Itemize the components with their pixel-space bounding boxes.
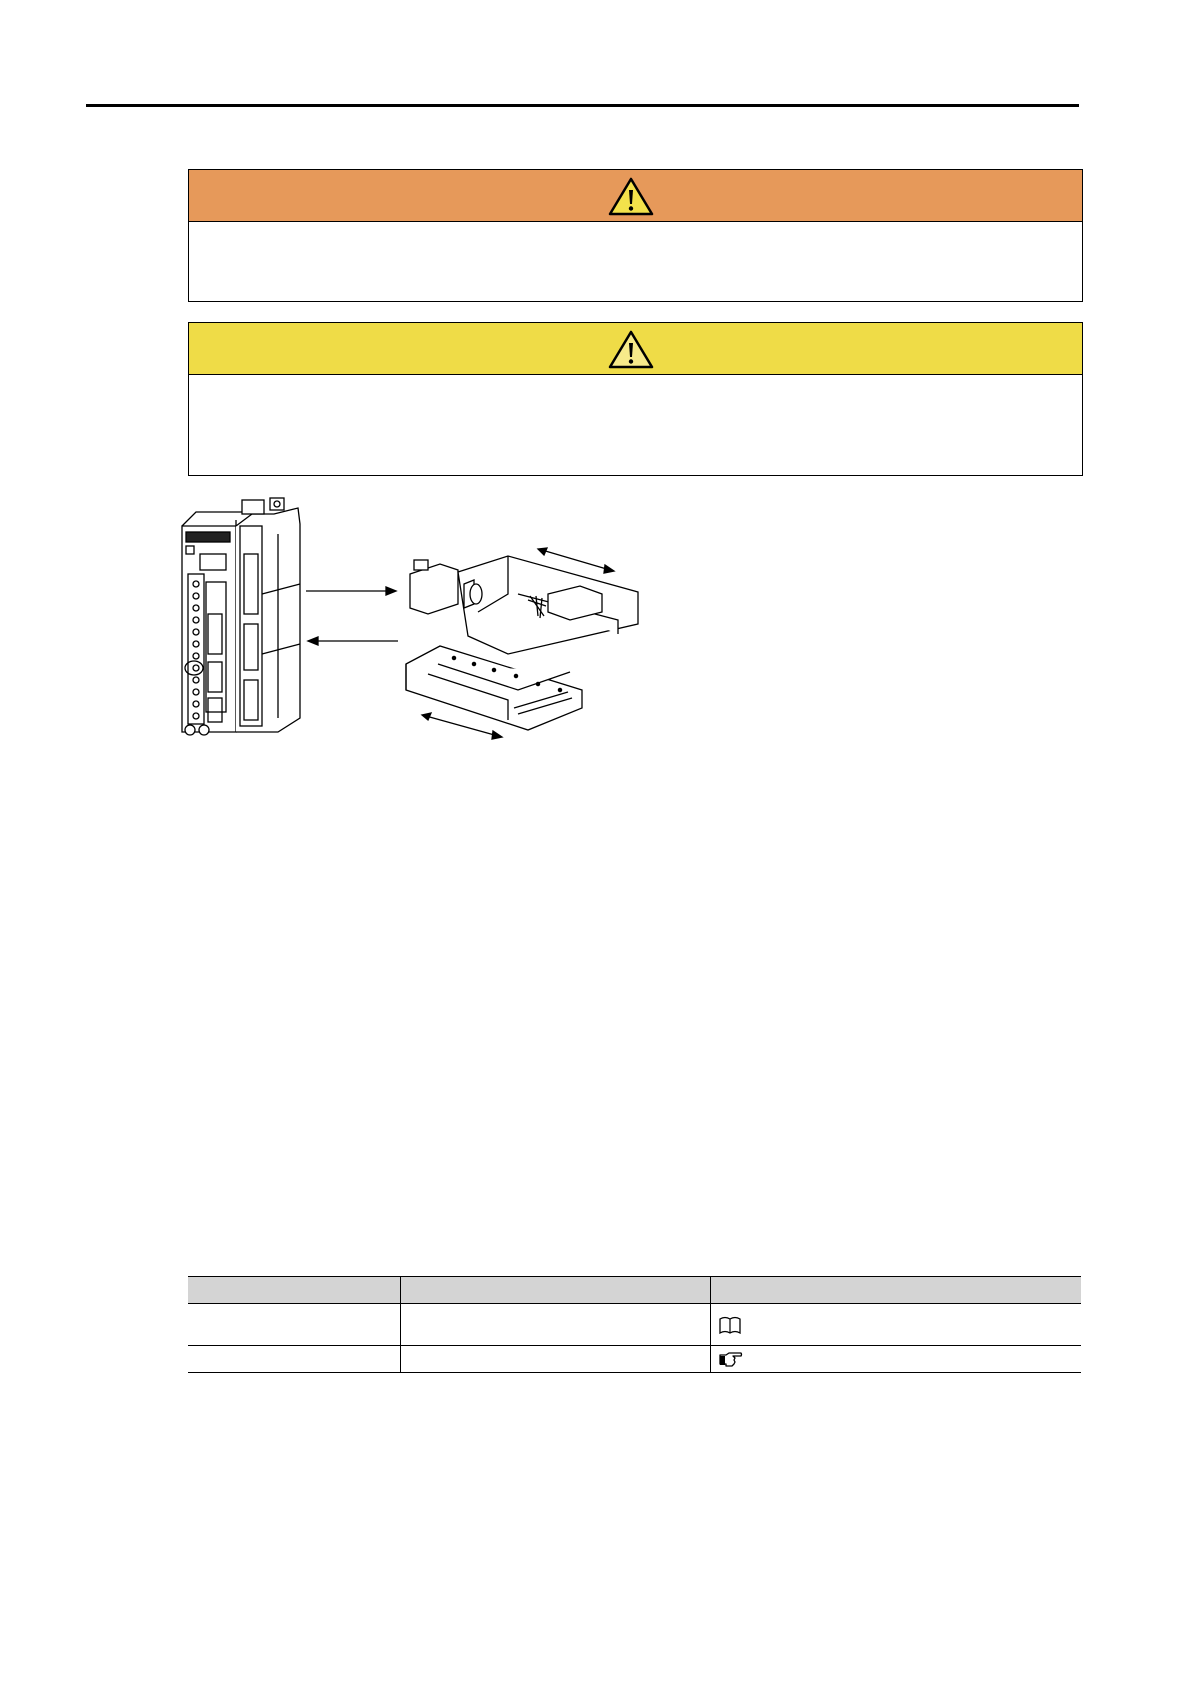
ball-screw-drawing	[410, 548, 638, 654]
table-cell	[188, 1304, 400, 1346]
manual-book-icon	[719, 1316, 741, 1334]
pointing-hand-icon	[719, 1352, 743, 1368]
table-cell	[400, 1304, 710, 1346]
table-cell-reference[interactable]	[710, 1346, 1081, 1373]
servopack-drawing	[182, 498, 300, 735]
system-figure	[178, 494, 658, 744]
table-cell-reference[interactable]	[710, 1304, 1081, 1346]
table-header-cell	[710, 1277, 1081, 1304]
warning-box	[188, 169, 1083, 302]
caution-header	[189, 323, 1082, 375]
table-header-cell	[400, 1277, 710, 1304]
warning-header	[189, 170, 1082, 222]
arrow-left-icon	[308, 637, 398, 645]
warning-triangle-icon	[608, 329, 654, 369]
table-header-cell	[188, 1277, 400, 1304]
warning-text	[189, 222, 1082, 242]
caution-text	[189, 375, 1082, 395]
table-row	[188, 1346, 1081, 1373]
caution-box	[188, 322, 1083, 476]
table-row	[188, 1304, 1081, 1346]
arrow-right-icon	[306, 587, 396, 595]
table-cell	[400, 1346, 710, 1373]
linear-slide-drawing	[406, 646, 582, 739]
table-cell	[188, 1346, 400, 1373]
reference-table	[188, 1276, 1081, 1373]
warning-triangle-icon	[608, 176, 654, 216]
header-rule	[86, 104, 1079, 107]
table-header-row	[188, 1277, 1081, 1304]
